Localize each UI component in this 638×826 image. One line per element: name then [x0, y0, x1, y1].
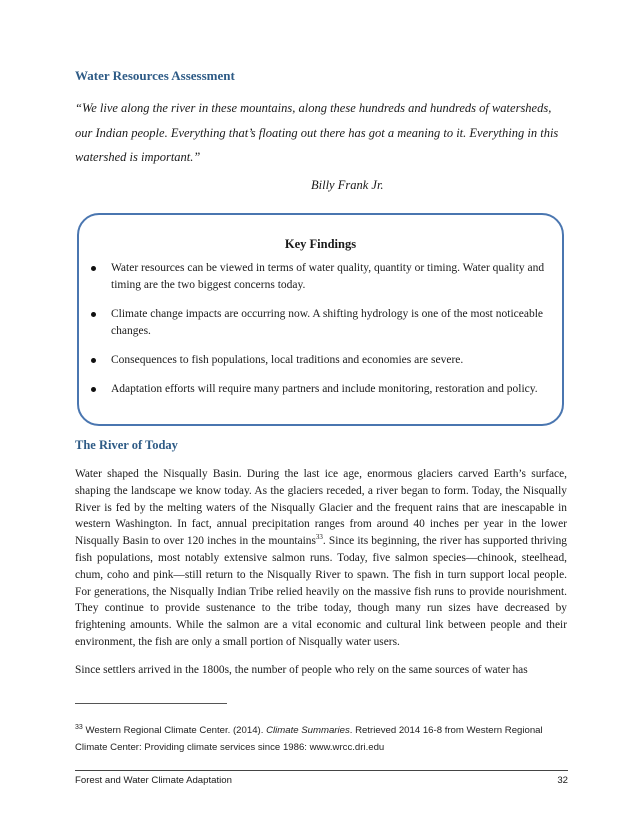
footnote-reference[interactable]: 33	[315, 533, 323, 542]
bullet-icon	[91, 358, 96, 363]
footnote	[75, 722, 567, 756]
footnote-title: Climate Summaries	[266, 725, 350, 736]
footnote-text: . Retrieved 2014 16-8 from Western Regional Climate Center: Providing climate services since 1986: www.wrcc.dri.edu	[75, 725, 543, 753]
bullet-icon	[91, 312, 96, 317]
key-findings-list	[89, 260, 551, 398]
body-paragraph: Since settlers arrived in the 1800s, the number of people who rely on the same sources of water has	[75, 664, 528, 676]
subsection-heading: The River of Today	[75, 438, 178, 452]
paragraph-text: Water shaped the Nisqually Basin. During the last ice age, enormous glaciers carved Earth’s surface, shaping the landscape we know today. As the glaciers receded, a river began to form. Today, the Nisqually River is fed by the melting waters of the Nisqually Glacier and the frequent rains that are inescapable in western Washington. In fact, annual precipitation ranges from around 40 inches per year in the lower Nisqually Basin to over 120 inches in the mountains	[75, 468, 567, 548]
footnote-number: 33	[75, 723, 83, 731]
key-findings-box	[77, 213, 564, 426]
footer-title: Forest and Water Climate Adaptation	[75, 775, 232, 786]
page-number: 32	[557, 775, 568, 786]
body-paragraph	[75, 466, 567, 651]
footnote-text: Western Regional Climate Center. (2014).	[82, 725, 267, 736]
finding-text: Consequences to fish populations, local traditions and economies are severe.	[111, 354, 464, 366]
bullet-icon	[91, 387, 96, 392]
list-item	[89, 352, 551, 369]
finding-text: Water resources can be viewed in terms of water quality, quantity or timing. Water quality and timing are the two biggest concerns today.	[111, 262, 545, 291]
finding-text: Climate change impacts are occurring now. A shifting hydrology is one of the most noticeable changes.	[111, 308, 543, 337]
paragraph-text: . Since its beginning, the river has supported thriving fish populations, most notably extensive salmon runs. Today, five salmon species—chinook, steelhead, chum, coho and pink—still return to the Nisqually River to spawn. The fish in turn support local people. For generations, the Nisqually Indian Tribe relied heavily on the massive fish runs to provide nourishment. They continue to provide sustenance to the tribe today, though many run sizes have decreased by frightening amounts. While the salmon are a vital economic and cultural link between people and their environment, the fish are only a small portion of Nisqually water users.	[75, 535, 567, 648]
list-item	[89, 260, 551, 294]
bullet-icon	[91, 266, 96, 271]
list-item	[89, 381, 551, 398]
key-findings-title: Key Findings	[284, 237, 357, 251]
footnote-divider	[75, 703, 227, 704]
opening-quote: “We live along the river in these mountains, along these hundreds and hundreds of watersheds, our Indian people. Everything that’s floating out there has got a meaning to it. Everything in this watershed is important.”	[75, 101, 559, 164]
section-heading: Water Resources Assessment	[75, 68, 235, 83]
footer-divider	[75, 770, 568, 771]
quote-author: Billy Frank Jr.	[311, 178, 384, 192]
finding-text: Adaptation efforts will require many partners and include monitoring, restoration and policy.	[111, 383, 538, 395]
list-item	[89, 306, 551, 340]
